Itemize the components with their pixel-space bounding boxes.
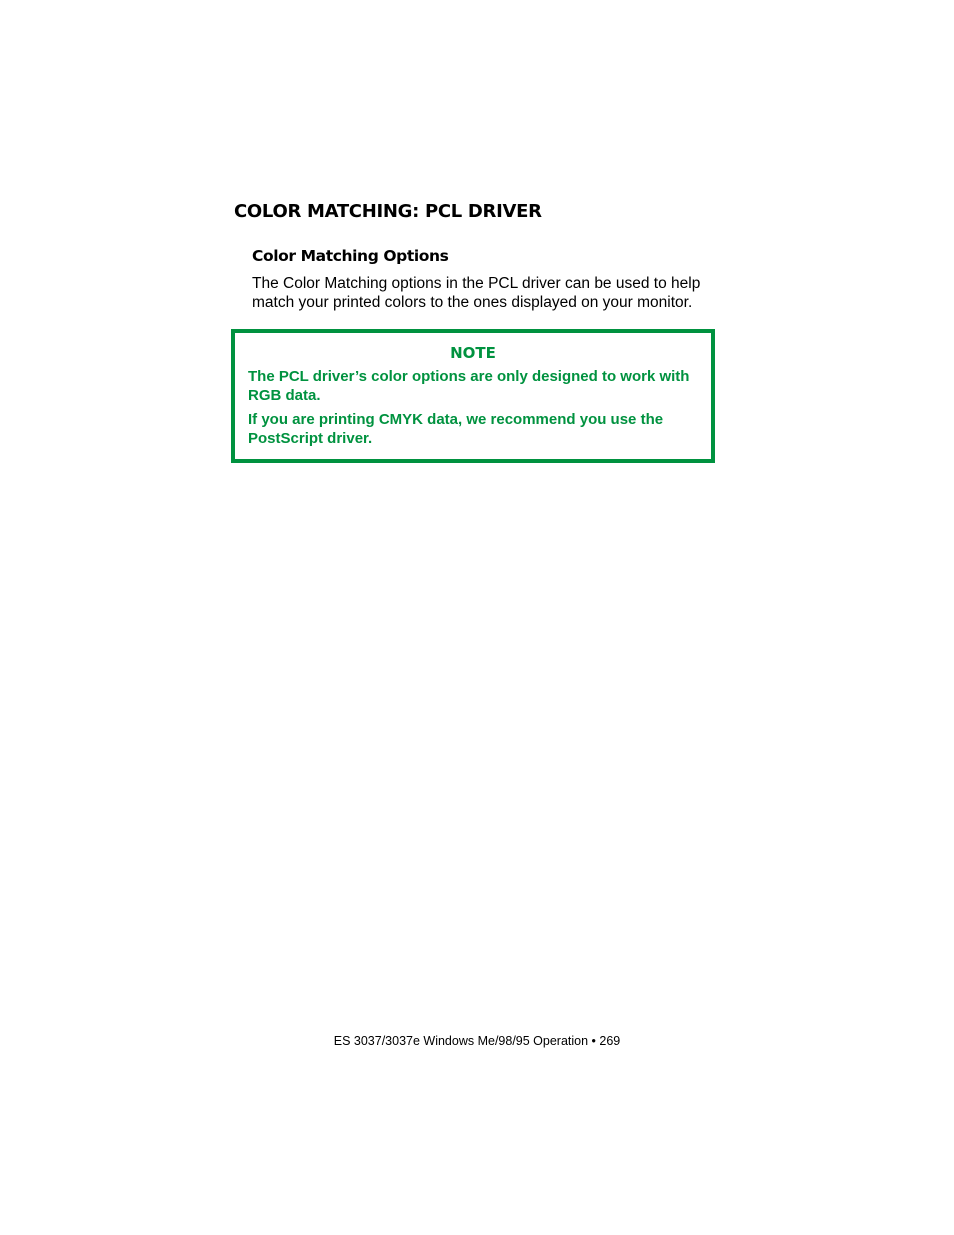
subsection-title: Color Matching Options xyxy=(252,247,449,265)
section-title: COLOR MATCHING: PCL DRIVER xyxy=(234,201,542,222)
body-paragraph: The Color Matching options in the PCL driver can be used to help match your printed colors to the ones displayed on your monitor. xyxy=(252,275,701,311)
page-footer: ES 3037/3037e Windows Me/98/95 Operation • 269 xyxy=(333,1034,621,1048)
note-heading: NOTE xyxy=(450,344,496,362)
note-box xyxy=(231,329,715,463)
note-paragraph-cmyk: If you are printing CMYK data, we recommend you use the PostScript driver. xyxy=(248,411,664,447)
note-paragraph-rgb: The PCL driver’s color options are only designed to work with RGB data. xyxy=(248,368,690,404)
